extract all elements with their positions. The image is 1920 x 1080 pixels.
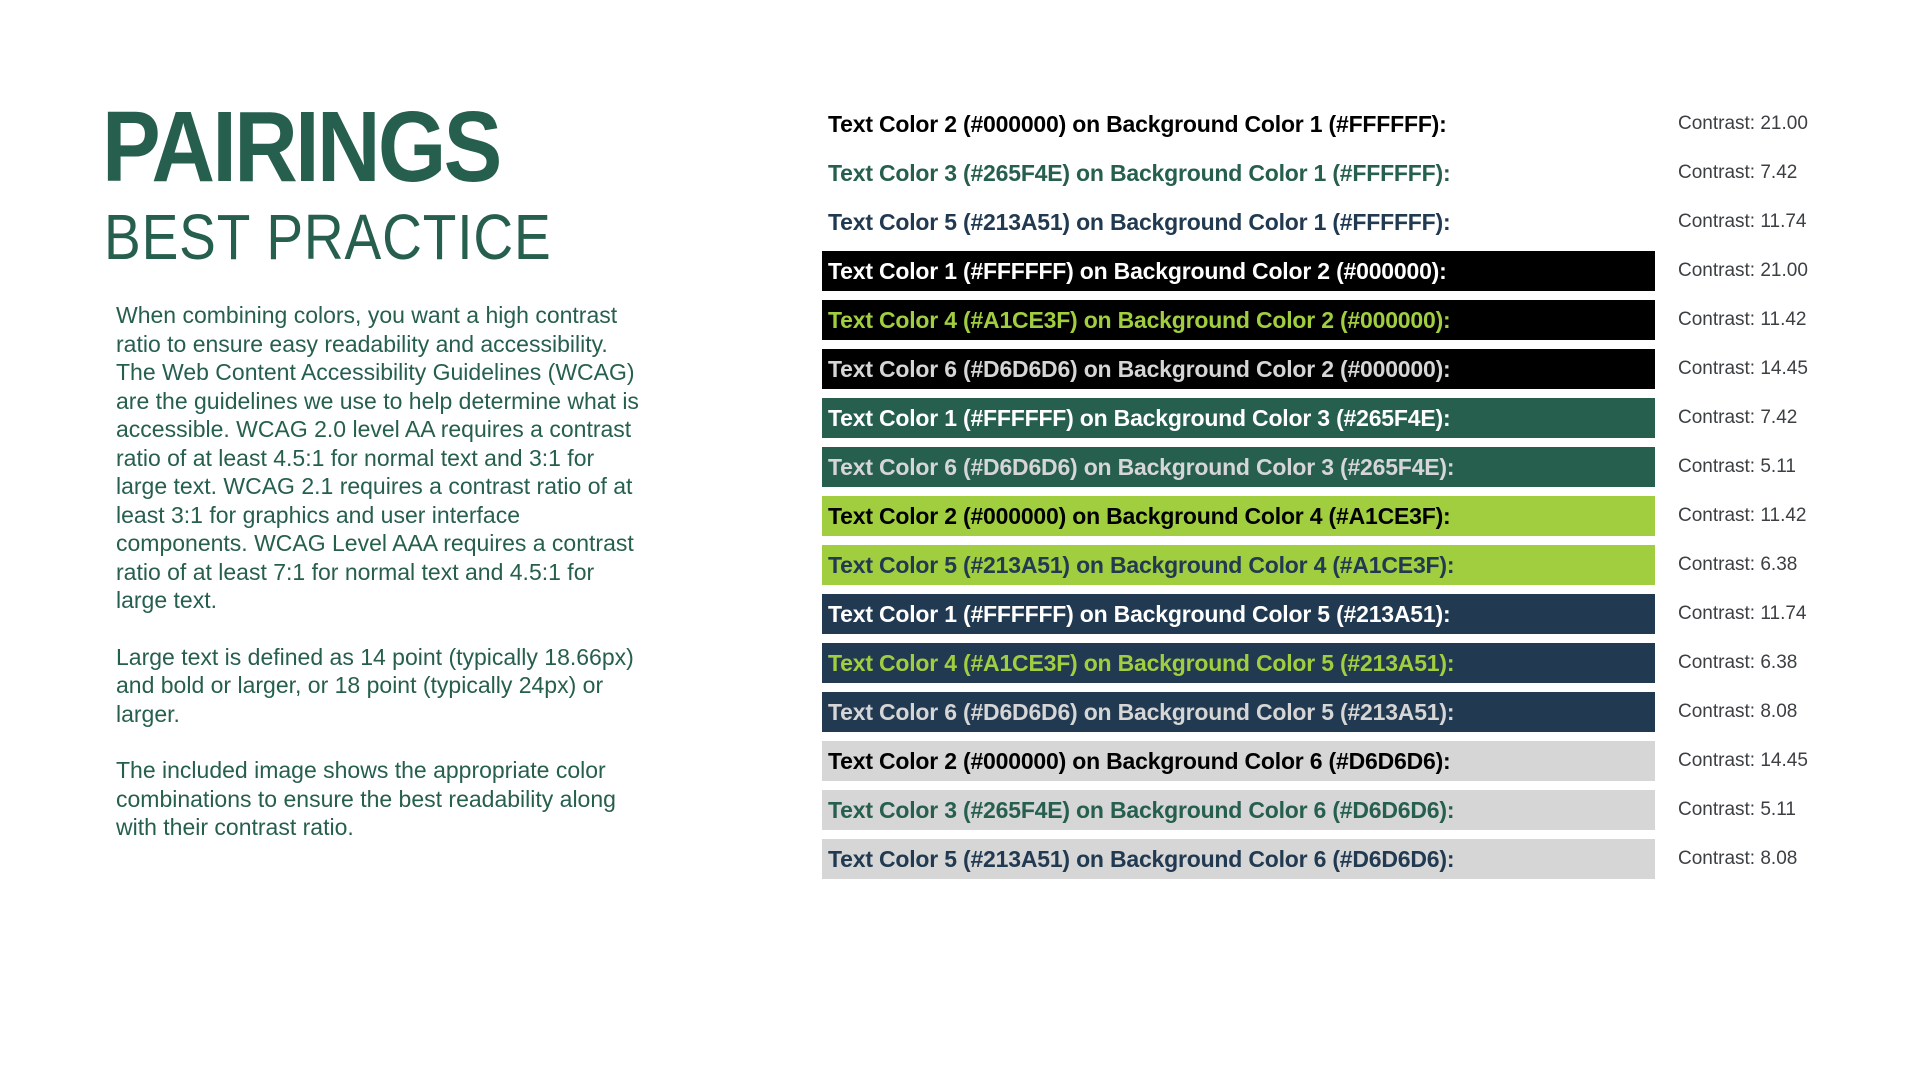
contrast-value: Contrast: 6.38 <box>1678 554 1798 575</box>
pairing-swatch-bar <box>822 741 1655 781</box>
contrast-value: Contrast: 11.42 <box>1678 505 1807 526</box>
pairing-row <box>822 300 1808 340</box>
pairing-row <box>822 496 1808 536</box>
pairing-label: Text Color 6 (#D6D6D6) on Background Color 2 (#000000): <box>828 355 1451 382</box>
pairing-swatch-bar <box>822 104 1655 144</box>
pairing-swatch-bar <box>822 447 1655 487</box>
pairing-swatch-bar <box>822 300 1655 340</box>
pairing-row <box>822 104 1808 144</box>
contrast-value: Contrast: 8.08 <box>1678 848 1798 869</box>
intro-text <box>116 301 644 842</box>
contrast-value: Contrast: 5.11 <box>1678 799 1796 820</box>
pairing-label: Text Color 1 (#FFFFFF) on Background Color 5 (#213A51): <box>828 600 1451 627</box>
intro-panel <box>102 91 702 842</box>
pairing-row <box>822 545 1808 585</box>
pairing-label: Text Color 2 (#000000) on Background Color 6 (#D6D6D6): <box>828 747 1451 774</box>
pairing-label: Text Color 1 (#FFFFFF) on Background Color 3 (#265F4E): <box>828 404 1451 431</box>
pairing-row <box>822 741 1808 781</box>
pairing-swatch-bar <box>822 349 1655 389</box>
pairing-row <box>822 349 1808 389</box>
pairing-row <box>822 839 1808 879</box>
pairing-label: Text Color 2 (#000000) on Background Color 4 (#A1CE3F): <box>828 502 1451 529</box>
pairing-row <box>822 692 1808 732</box>
pairing-row <box>822 251 1808 291</box>
contrast-value: Contrast: 8.08 <box>1678 701 1798 722</box>
pairing-swatch-bar <box>822 545 1655 585</box>
page-title: PAIRINGS <box>102 91 500 203</box>
pairing-label: Text Color 3 (#265F4E) on Background Color 1 (#FFFFFF): <box>828 159 1451 186</box>
contrast-value: Contrast: 7.42 <box>1678 407 1798 428</box>
pairing-swatch-bar <box>822 643 1655 683</box>
pairing-swatch-bar <box>822 496 1655 536</box>
contrast-value: Contrast: 21.00 <box>1678 260 1808 281</box>
contrast-value: Contrast: 11.74 <box>1678 603 1807 624</box>
contrast-value: Contrast: 14.45 <box>1678 358 1808 379</box>
pairing-row <box>822 790 1808 830</box>
pairing-swatch-bar <box>822 790 1655 830</box>
pairing-label: Text Color 5 (#213A51) on Background Color 4 (#A1CE3F): <box>828 551 1455 578</box>
pairing-swatch-bar <box>822 692 1655 732</box>
pairing-swatch-bar <box>822 202 1655 242</box>
pairing-label: Text Color 5 (#213A51) on Background Color 1 (#FFFFFF): <box>828 208 1451 235</box>
pairing-swatch-bar <box>822 398 1655 438</box>
pairing-row <box>822 398 1808 438</box>
intro-paragraph-included-image: The included image shows the appropriate color combinations to ensure the best readability along with their contrast ratio. <box>116 757 616 840</box>
contrast-value: Contrast: 14.45 <box>1678 750 1808 771</box>
pairing-row <box>822 153 1808 193</box>
contrast-value: Contrast: 21.00 <box>1678 113 1808 134</box>
pairing-swatch-bar <box>822 594 1655 634</box>
pairing-row <box>822 643 1808 683</box>
pairing-row <box>822 594 1808 634</box>
pairing-row <box>822 447 1808 487</box>
pairing-swatch-bar <box>822 839 1655 879</box>
pairing-label: Text Color 3 (#265F4E) on Background Color 6 (#D6D6D6): <box>828 796 1455 823</box>
contrast-value: Contrast: 6.38 <box>1678 652 1798 673</box>
pairings-list <box>822 104 1808 888</box>
contrast-value: Contrast: 11.74 <box>1678 211 1807 232</box>
intro-paragraph-wcag: When combining colors, you want a high contrast ratio to ensure easy readability and accessibility. The Web Content Accessibility Guidelines (WCAG) are the guidelines we use to help determine what is accessible. WCAG 2.0 level AA requires a contrast ratio of at least 4.5:1 for normal text and 3:1 for large text. WCAG 2.1 requires a contrast ratio of at least 3:1 for graphics and user interface components. WCAG Level AAA requires a contrast ratio of at least 7:1 for normal text and 4.5:1 for large text. <box>116 302 639 613</box>
pairing-swatch-bar <box>822 153 1655 193</box>
pairing-swatch-bar <box>822 251 1655 291</box>
contrast-value: Contrast: 11.42 <box>1678 309 1807 330</box>
pairing-label: Text Color 4 (#A1CE3F) on Background Color 2 (#000000): <box>828 306 1451 333</box>
pairing-label: Text Color 6 (#D6D6D6) on Background Color 3 (#265F4E): <box>828 453 1455 480</box>
pairing-label: Text Color 4 (#A1CE3F) on Background Color 5 (#213A51): <box>828 649 1455 676</box>
pairing-row <box>822 202 1808 242</box>
pairing-label: Text Color 6 (#D6D6D6) on Background Color 5 (#213A51): <box>828 698 1455 725</box>
page-subtitle: BEST PRACTICE <box>104 201 552 273</box>
contrast-value: Contrast: 7.42 <box>1678 162 1798 183</box>
contrast-value: Contrast: 5.11 <box>1678 456 1796 477</box>
pairing-label: Text Color 2 (#000000) on Background Color 1 (#FFFFFF): <box>828 110 1447 137</box>
pairing-label: Text Color 1 (#FFFFFF) on Background Color 2 (#000000): <box>828 257 1447 284</box>
intro-paragraph-large-text: Large text is defined as 14 point (typically 18.66px) and bold or larger, or 18 point (typically 24px) or larger. <box>116 643 634 727</box>
pairing-label: Text Color 5 (#213A51) on Background Color 6 (#D6D6D6): <box>828 845 1455 872</box>
